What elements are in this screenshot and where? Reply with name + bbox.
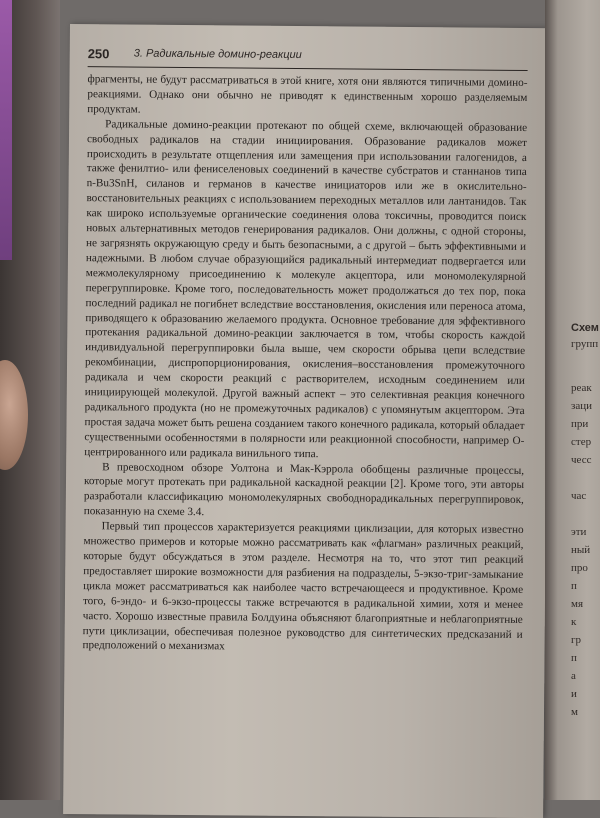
page-header — [88, 44, 528, 71]
facing-page-fragment: эти — [571, 526, 587, 538]
facing-page-fragment: реак — [571, 382, 592, 394]
page-number: 250 — [87, 46, 110, 62]
facing-page-fragment: и — [571, 688, 577, 700]
facing-page-fragment: гр — [571, 634, 582, 646]
facing-page-fragment: час — [571, 490, 587, 502]
facing-page-fragment: м — [571, 706, 578, 718]
facing-page-fragment: стер — [571, 436, 592, 448]
book-page — [63, 24, 550, 818]
paragraph-radical-reactions: Радикальные домино-реакции протекают по общей схеме, включающей образование свободных радикалов на стадии инициирования. Образование радикалов может происходить в результате отщепления или замещения при использовании галогенидов, а также фенилтио- или фениселеновых соединений в качестве субстратов и станнанов типа n-Bu3SnH, силанов и германов в качестве инициаторов или же в окислительно-восстановительных реакциях с использованием переходных металлов или лантанидов. Так как широко используемые органические соединения олова токсичны, проводится поиск новых альтернативных методов генерирования радикалов. Они должны, с одной стороны, не загрязнять окружающую среду и быть безопасными, а с другой – быть эффективными и надежными. В любом случае образующийся радикальный интермедиат подвергается или межмолекулярному присоединению к молекуле акцептора, или мономолекулярной перегруппировке. Кроме того, последовательность может продолжаться до тех пор, пока последний радикал не погибнет вследствие восстановления, окисления или переноса атома, приводящего к образованию желаемого продукта. Основное требование для эффективного протекания радикальной домино-реакции заключается в том, чтобы скорость каждой индивидуальной перегруппировки была выше, чем скорости обрыва цепи вследствие рекомбинации, диспропорционирования, окисления–восстановления промежуточного радикала и чем скорости реакций с растворителем, исходным соединением или инициирующей молекулой. Другой важный аспект – это селективная реакция конечного радикального продукта (но не промежуточных радикалов) с упомянутым акцептором. Эта простая задача может быть решена созданием такого конечного радикала, который обладает существенными особенностями в полярности или реакционной способности, например O-центрированного или радикала винильного типа. — [84, 118, 528, 460]
facing-page-fragment: ный — [571, 544, 591, 556]
body-text — [83, 72, 528, 657]
facing-page-fragment: п — [571, 652, 577, 664]
facing-page-fragment: групп — [571, 338, 599, 350]
facing-page-fragment: заци — [571, 400, 593, 412]
facing-page-fragment: к — [571, 616, 577, 628]
paragraph-continuation: фрагменты, не будут рассматриваться в этой книге, хотя они являются типичными домино-реакциями. Однако они обычно не приводят к единственным хорошо разделяемым продуктам. — [87, 73, 528, 116]
paragraph-cyclization: Первый тип процессов характеризуется реакциями циклизации, для которых известно множество примеров и которые можно рассматривать как «флагман» различных реакций, которые будут обсуждаться в этом разделе. Несмотря на то, что этот тип реакций предоставляет широкие возможности для разбиения на подразделы, 5-экзо-триг-замыкание цикла может рассматриваться как наиболее часто встречающееся и продуктивное. Кроме того, 6-эндо- и 6-экзо-процессы также встречаются в радикальной химии, хотя и менее часто. Хорошо известные правила Болдуина объясняют благоприятные и неблагоприятные пути циклизации, обеспечивая полезное руководство для синтетических предсказаний и предположений о механизмах — [82, 520, 524, 653]
facing-page-fragment: п — [571, 580, 577, 592]
facing-page-edge — [545, 0, 600, 800]
facing-page-fragment: чесс — [571, 454, 592, 466]
facing-page-fragment: а — [571, 670, 576, 682]
facing-page-fragment: мя — [571, 598, 584, 610]
paragraph-review: В превосходном обзоре Уолтона и Мак-Кэррола обобщены различные процессы, которые могут протекать при радикальной каскадной реакции [2]. Кроме того, эти авторы разработали классификацию мономолекулярных свободнорадикальных перегруппировок, показанную на схеме 3.4. — [83, 460, 525, 519]
book-cover-edge — [0, 0, 12, 260]
running-title: 3. Радикальные домино-реакции — [133, 47, 302, 62]
facing-page-fragment: про — [571, 562, 588, 574]
facing-page-fragment: при — [571, 418, 589, 430]
facing-page-fragment: Схем — [571, 322, 599, 334]
